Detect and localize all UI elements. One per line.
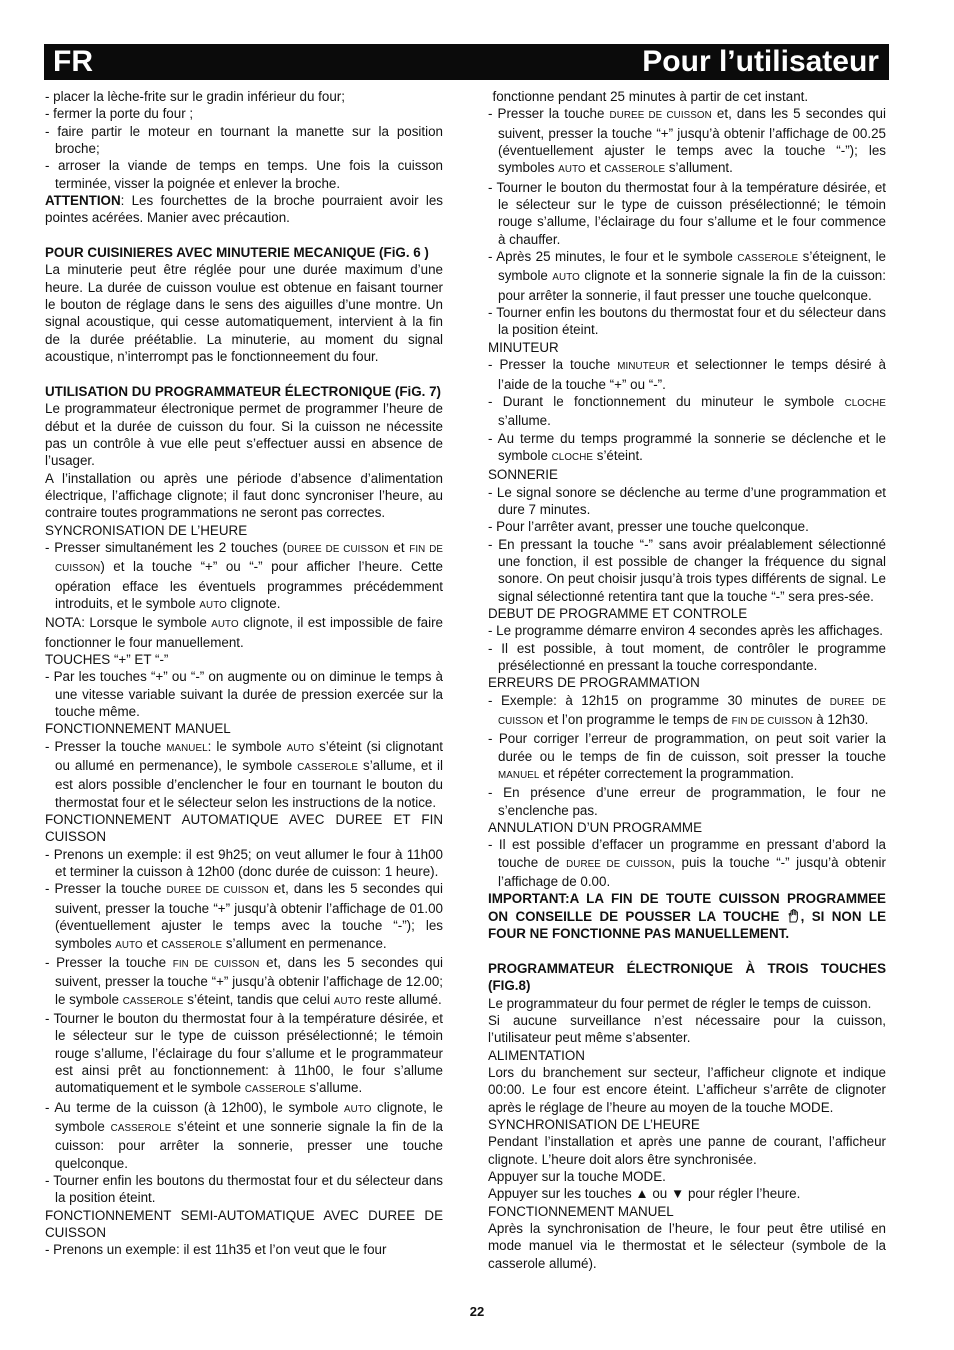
subheading-annulation: ANNULATION D’UN PROGRAMME	[488, 820, 703, 836]
bullet-semi-2: - Presser la touche DUREE DE CUISSON et, dans les 5 secondes qui suivent, presser la touche “+” jusqu’à obtenir l’affichage de 00.25 (éventuellement ajuster le temps avec la touche “-”); les symboles AUTO et CASSEROLE s’allument.	[488, 106, 886, 176]
bullet-minuteur-2: - Durant le fonctionnement du minuteur le symbole CLOCHE s’allume.	[488, 393, 886, 429]
bullet-sonnerie-3: - En pressant la touche “-” sans avoir préalablement sélectionné une fonction, il est possible de changer la fréquence du signal sonore. On peut choisir jusqu’à trois types différents de signal. Le signal sélectionné retentira tant que la touche “-” sera pres-sée.	[488, 536, 886, 604]
bullet-fermer: - fermer la porte du four ;	[45, 106, 194, 122]
attention-label: ATTENTION	[45, 193, 121, 209]
subheading-manuel: FONCTIONNEMENT MANUEL	[45, 721, 231, 737]
subheading-alimentation: ALIMENTATION	[488, 1047, 585, 1063]
bullet-auto-2: - Presser la touche DUREE DE CUISSON et, dans les 5 secondes qui suivent, presser la touche “+” jusqu’à obtenir l’affichage de 01.00 (éventuellement ajuster le temps avec la touche “-”); les symboles AUTO et CASSEROLE s’allument en permenance.	[45, 881, 443, 951]
heading-programmateur: UTILISATION DU PROGRAMMATEUR ÉLECTRONIQUE (FiG. 7)	[45, 383, 442, 399]
bullet-erreurs-3: - En présence d’une erreur de programmation, le four ne s’enclenche pas.	[488, 785, 886, 818]
subheading-auto: FONCTIONNEMENT AUTOMATIQUE AVEC DUREE ET FIN CUISSON	[45, 812, 443, 845]
language-code: FR	[53, 45, 93, 78]
subheading-synchronisation: SYNCHRONISATION DE L’HEURE	[488, 1116, 700, 1132]
bullet-auto-1: - Prenons un exemple: il est 9h25; on veut allumer le four à 11h00 et terminer la cuisson à 12h00 (donc durée de cuisson: 1 heure).	[45, 846, 443, 880]
bullet-minuteur-1: - Presser la touche MINUTEUR et selectionner le temps désiré à l’aide de la touche “+” ou “-”.	[488, 357, 887, 392]
para-trois-2: Si aucune surveillance n’est nécessaire pour la cuisson, l’utilisateur peut même s’absenter.	[488, 1012, 886, 1046]
bullet-placer: - placer la lèche-frite sur le gradin inférieur du four;	[45, 89, 345, 104]
subheading-minuteur: MINUTEUR	[488, 339, 559, 355]
bullet-moteur: - faire partir le moteur en tournant la manette sur la position broche;	[45, 123, 443, 157]
bullet-debut-2: - Il est possible, à tout moment, de contrôler le programme présélectionné en pressant la touche correspondante.	[488, 640, 886, 673]
bullet-auto-3: - Presser la touche FIN DE CUISSON et, dans les 5 secondes qui suivent, presser la touche “+” jusqu’à obtenir l’affichage de 12.00; le symbole CASSEROLE s’éteint, tandis que celui AUTO reste allumé.	[45, 954, 444, 1007]
bullet-debut-1: - Le programme démarre environ 4 secondes après les affichages.	[488, 623, 883, 639]
bullet-auto-4: - Tourner le bouton du thermostat four à la température désirée, et le sélecteur sur le type de cuisson présélectionné; le témoin rouge s’allume, l’éclairage du four s’allume et le programmateur est ainsi prêt au fonctionnement: à 11h00, le four s’allume automatiquement et le symbole CASSEROLE s’allume.	[45, 1010, 443, 1096]
bullet-annulation-1: - Il est possible d’effacer un programme en pressant d’abord la touche de DUREE DE CUISSON, puis la touche “-” jusqu’à obtenir l’affichage de 0.00.	[488, 837, 886, 890]
bullet-minuteur-3: - Au terme du temps programmé la sonnerie se déclenche et le symbole CLOCHE s’éteint.	[488, 430, 886, 463]
para-synch-1: Pendant l’installation et après une panne de courant, l’afficheur clignote. L’heure doit alors être synchronisée.	[488, 1134, 886, 1167]
bullet-auto-5: - Au terme de la cuisson (à 12h00), le symbole AUTO clignote, le symbole CASSEROLE s’éteint et une sonnerie signale la fin de la cuisson: pour arrêter la sonnerie, presser une touche quelconque.	[45, 1099, 443, 1171]
bullet-sonnerie-2: - Pour l’arrêter avant, presser une touche quelconque.	[488, 519, 809, 535]
page-number: 22	[469, 1304, 485, 1319]
bullet-semi-1: - Prenons un exemple: il est 11h35 et l’on veut que le four	[45, 1242, 387, 1258]
bullet-manuel: - Presser la touche MANUEL: le symbole AUTO s’éteint (si clignotant ou allumé en permenance), le symbole CASSEROLE s’allume, et il est alors possible d’enclencher le four en tournant le bouton du thermostat four et le sélecteur selon les instructions de la notice.	[45, 738, 444, 810]
subheading-sonnerie: SONNERIE	[488, 467, 558, 483]
bullet-semi-5: - Tourner enfin les boutons du thermostat four et du sélecteur dans la position éteint.	[488, 305, 886, 338]
para-synch-3: Appuyer sur les touches ▲ ou ▼ pour régler l’heure.	[488, 1186, 801, 1202]
heading-trois-touches: PROGRAMMATEUR ÉLECTRONIQUE À TROIS TOUCHES (FIG.8)	[488, 960, 886, 994]
subheading-erreurs: ERREURS DE PROGRAMMATION	[488, 675, 700, 691]
left-column	[45, 88, 443, 1259]
right-column	[488, 88, 886, 1272]
bullet-erreurs-2: - Pour corriger l’erreur de programmation, on peut soit varier la durée ou le temps de fin de cuisson, soit presser la touche MANUEL et répéter correctement la programmation.	[488, 731, 886, 782]
bullet-semi-4: - Après 25 minutes, le four et le symbole CASSEROLE s’éteignent, le symbole AUTO clignote et la sonnerie signale la fin de la cuisson: pour arrêter la sonnerie, il faut presser une touche quelconque.	[488, 249, 887, 303]
para-manuel-2: Après la synchronisation de l’heure, le four peut être utilisé en mode manuel via le thermostat et le sélecteur (symbole de la casserole allumé).	[488, 1221, 886, 1271]
nota: NOTA: Lorsque le symbole AUTO clignote, il est impossible de faire fonctionner le four manuellement.	[45, 615, 443, 650]
subheading-touches: TOUCHES “+” ET “-”	[45, 652, 169, 667]
page-header	[44, 44, 889, 80]
para-prog-2: A l’installation ou après une période d’absence d’alimentation électrique, l’affichage clignote; il faut donc syncroniser l’heure, au contraire toutes programmations ne seront pas correctes.	[45, 470, 443, 521]
bullet-semi-3: - Tourner le bouton du thermostat four à la température désirée, et le sélecteur sur le type de cuisson présélectionné; le témoin rouge s’allume, l’éclairage du four s’allume et le four commence à chauffer.	[488, 179, 886, 247]
hand-icon	[787, 909, 801, 923]
bullet-sonnerie-1: - Le signal sonore se déclenche au terme d’une programmation et dure 7 minutes.	[488, 484, 886, 517]
bullet-auto-6: - Tourner enfin les boutons du thermostat four et du sélecteur dans la position éteint.	[45, 1172, 443, 1206]
heading-minuterie: POUR CUISINIERES AVEC MINUTERIE MECANIQUE (FiG. 6 )	[45, 245, 429, 261]
subheading-debut: DEBUT DE PROGRAMME ET CONTROLE	[488, 605, 748, 621]
page-title: Pour l’utilisateur	[642, 45, 879, 78]
subheading-manuel-2: FONCTIONNEMENT MANUEL	[488, 1203, 674, 1219]
para-alimentation: Lors du branchement sur secteur, l’afficheur clignote et indique 00:00. Le four est encore éteint. L’afficheur s’arrête de clignoter après le réglage de l’heure au moyen de la touche MODE.	[488, 1064, 886, 1115]
para-prog-1: Le programmateur électronique permet de programmer l’heure de début et la durée de cuisson du four. Si la cuisson ne nécessite pas un contrôle à vue elle peut s’effectuer aussi en absence de l’usager.	[45, 401, 443, 469]
subheading-syncro: SYNCRONISATION DE L’HEURE	[45, 522, 248, 538]
subheading-semi: FONCTIONNEMENT SEMI-AUTOMATIQUE AVEC DUREE DE CUISSON	[45, 1207, 443, 1240]
para-minuterie: La minuterie peut être réglée pour une durée maximum d’une heure. La durée de cuisson voulue est obtenue en faisant tourner le bouton de réglage dans le sens des aiguilles d’une montre. Un signal acoustique, qui cesse automatiquement, intervient à la fin de la durée préétablie. La minuterie, au moment du signal acoustique, n’interrompt pas le fonctionneement du four.	[45, 262, 443, 365]
continued-text: fonctionne pendant 25 minutes à partir de cet instant.	[492, 89, 809, 104]
important-note: IMPORTANT:A LA FIN DE TOUTE CUISSON PROGRAMMEE ON CONSEILLE DE POUSSER LA TOUCHE , SI NON LE FOUR NE FONCTIONNE PAS MANUELLEMENT.	[488, 891, 886, 942]
para-trois-1: Le programmateur du four permet de régler le temps de cuisson.	[488, 995, 872, 1011]
para-synch-2: Appuyer sur la touche MODE.	[488, 1168, 666, 1184]
attention-note: ATTENTION: Les fourchettes de la broche pourraient avoir les pointes acérées. Manier avec précaution.	[45, 193, 443, 226]
bullet-touches: - Par les touches “+” ou “-” on augmente ou on diminue le temps à une vitesse variable suivant la durée de pression exercée sur la touche même.	[45, 669, 443, 720]
bullet-erreurs-1: - Exemple: à 12h15 on programme 30 minutes de DUREE DE CUISSON et l’on programme le temps de FIN DE CUISSON à 12h30.	[488, 692, 886, 728]
bullet-syncro: - Presser simultanément les 2 touches (DUREE DE CUISSON et FIN DE CUISSON) et la touche “+” ou “-” pour afficher l’heure. Cette opération efface les éventuels programmes précédemment introduits, et le symbole AUTO clignote.	[45, 539, 444, 611]
bullet-arroser: - arroser la viande de temps en temps. Une fois la cuisson terminée, visser la poignée et enlever la broche.	[45, 158, 443, 191]
